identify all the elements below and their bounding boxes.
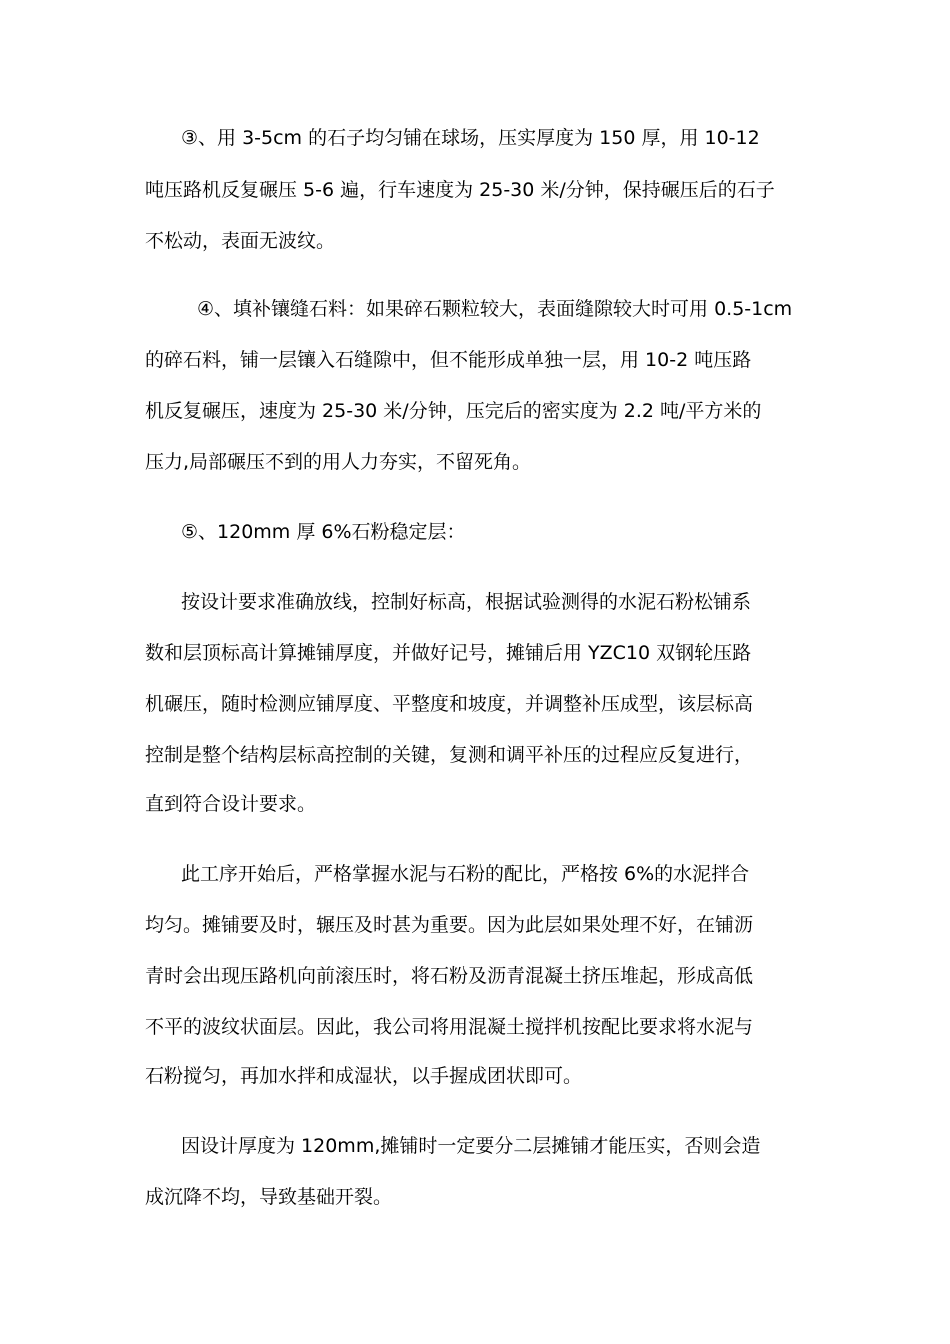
text-line: ④、填补镶缝石料：如果碎石颗粒较大，表面缝隙较大时可用 0.5-1cm [197, 298, 793, 320]
text-line: 此工序开始后，严格掌握水泥与石粉的配比，严格按 6%的水泥拌合 [181, 863, 750, 885]
text-line: 青时会出现压路机向前滚压时，将石粉及沥青混凝土挤压堆起，形成高低 [145, 965, 754, 987]
text-line: 压力,局部碾压不到的用人力夯实，不留死角。 [145, 451, 532, 473]
section-heading: ⑤、120mm 厚 6%石粉稳定层： [181, 521, 466, 543]
text-line: 不平的波纹状面层。因此，我公司将用混凝土搅拌机按配比要求将水泥与 [145, 1016, 754, 1038]
text-line: ③、用 3-5cm 的石子均匀铺在球场，压实厚度为 150 厚，用 10-12 [181, 127, 760, 149]
text-line: 的碎石料，铺一层镶入石缝隙中，但不能形成单独一层，用 10-2 吨压路 [145, 349, 752, 371]
text-line: 因设计厚度为 120mm,摊铺时一定要分二层摊铺才能压实，否则会造 [181, 1135, 761, 1157]
text-line: 直到符合设计要求。 [145, 793, 317, 815]
text-line: 按设计要求准确放线，控制好标高，根据试验测得的水泥石粉松铺系 [181, 591, 752, 613]
text-line: 石粉搅匀，再加水拌和成湿状，以手握成团状即可。 [145, 1065, 583, 1087]
text-line: 不松动，表面无波纹。 [145, 230, 336, 252]
text-line: 控制是整个结构层标高控制的关键，复测和调平补压的过程应反复进行， [145, 744, 754, 766]
text-line: 机碾压，随时检测应铺厚度、平整度和坡度，并调整补压成型，该层标高 [145, 693, 754, 715]
text-line: 机反复碾压，速度为 25-30 米/分钟，压完后的密实度为 2.2 吨/平方米的 [145, 400, 762, 422]
text-line: 成沉降不均，导致基础开裂。 [145, 1186, 393, 1208]
text-line: 数和层顶标高计算摊铺厚度，并做好记号，摊铺后用 YZC10 双钢轮压路 [145, 642, 752, 664]
text-line: 吨压路机反复碾压 5-6 遍，行车速度为 25-30 米/分钟，保持碾压后的石子 [145, 179, 775, 201]
text-line: 均匀。摊铺要及时，辗压及时甚为重要。因为此层如果处理不好，在铺沥 [145, 914, 754, 936]
